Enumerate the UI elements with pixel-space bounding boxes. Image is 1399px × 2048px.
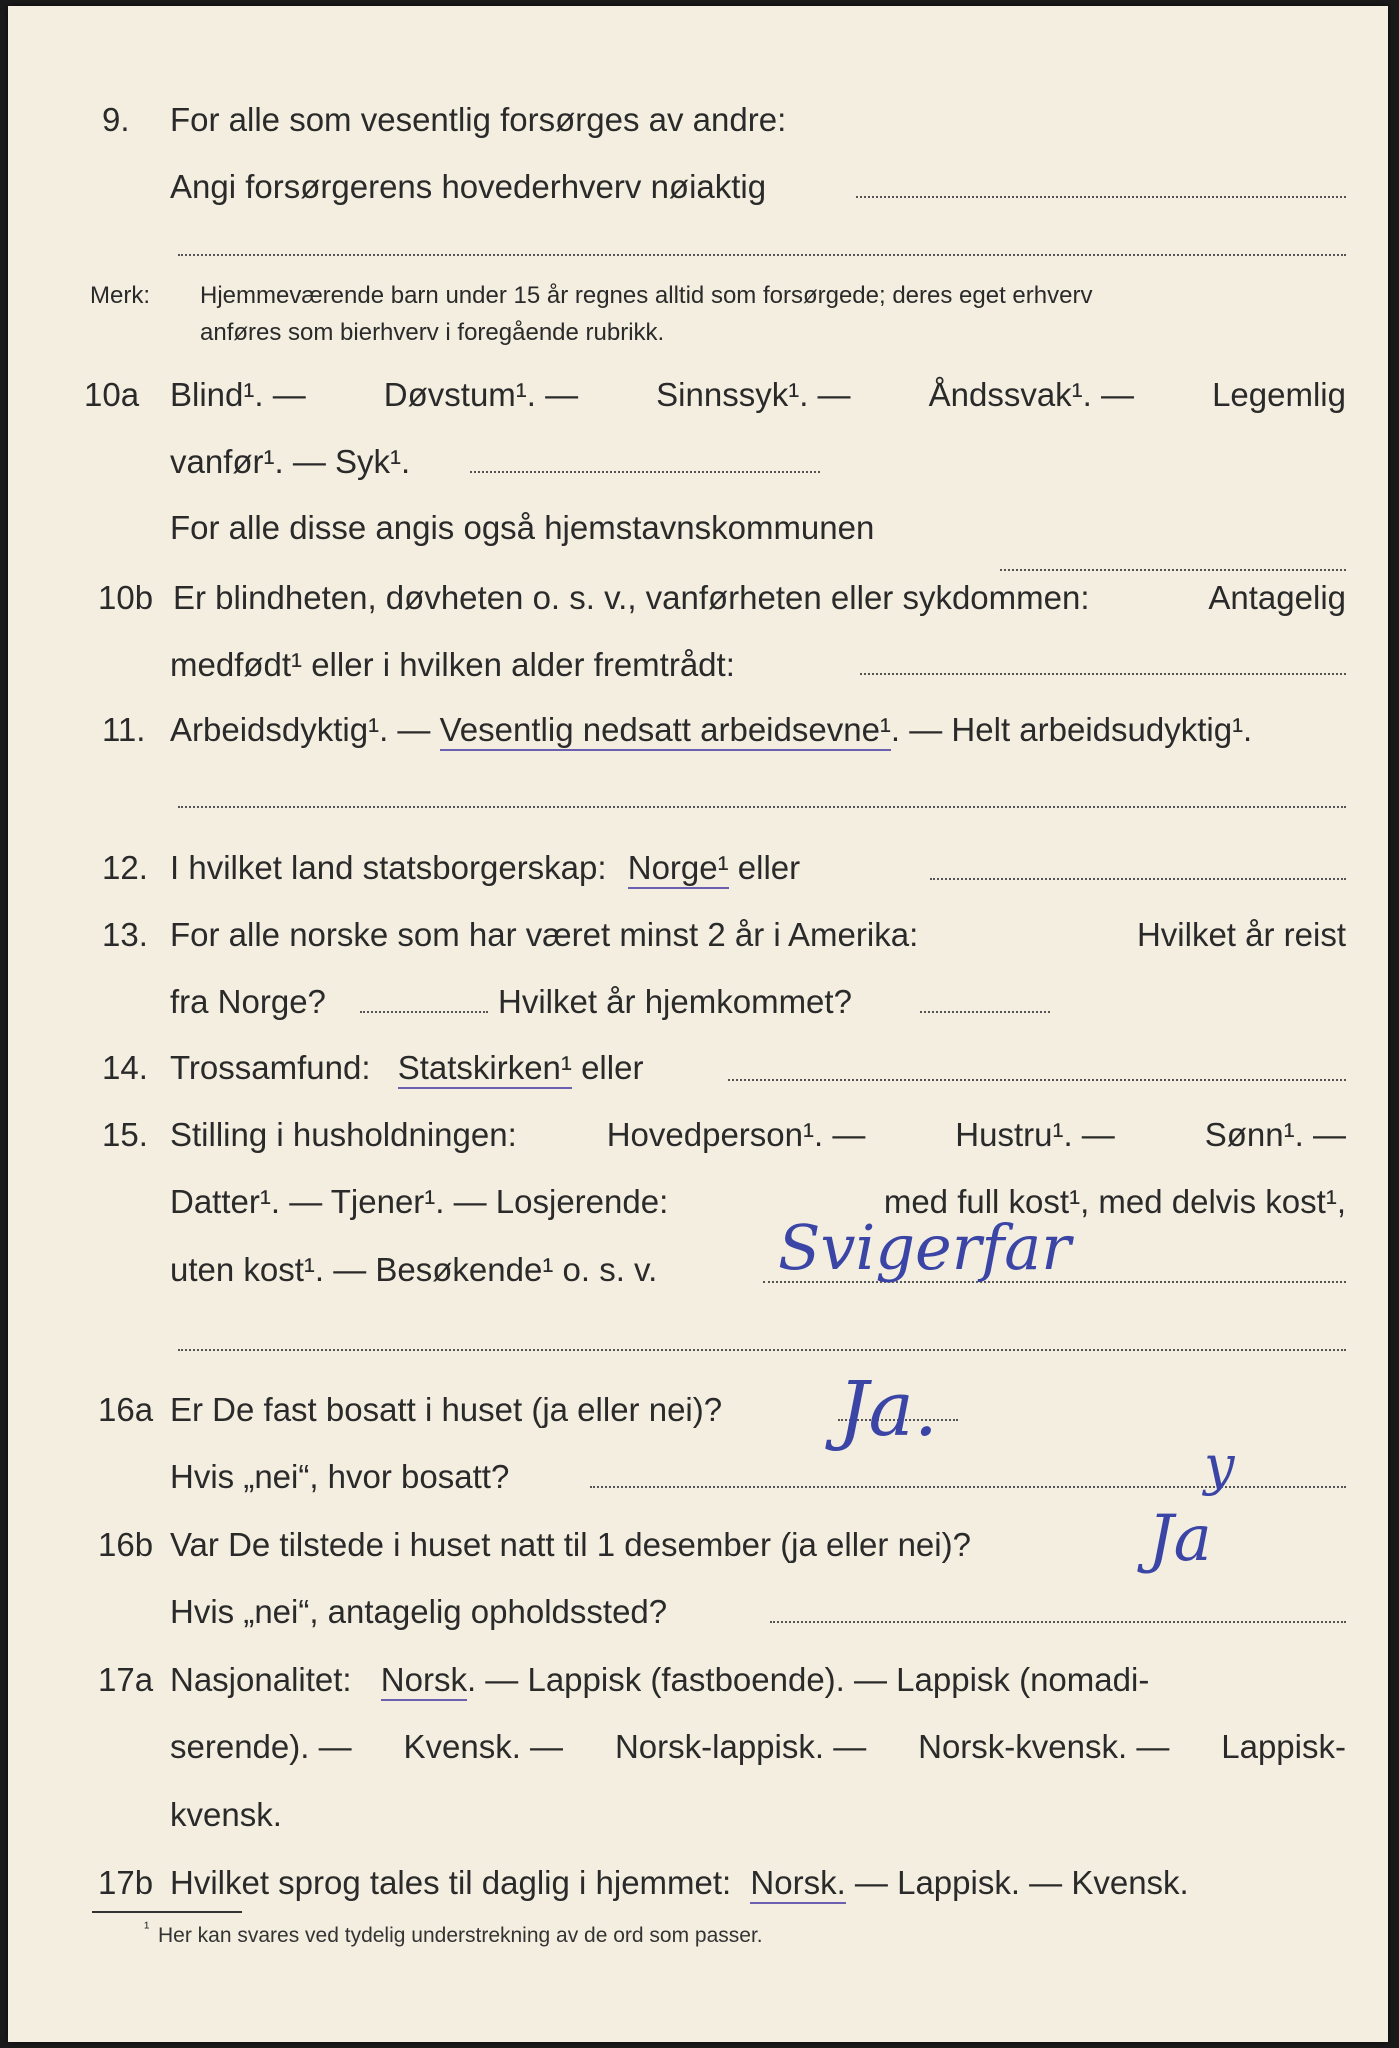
q10a-opt3: Sinnssyk¹. — xyxy=(656,376,851,413)
merk-text1: Hjemmeværende barn under 15 år regnes alltid som forsørgede; deres eget erhverv xyxy=(200,282,1093,309)
q10a-text3: For alle disse angis også hjemstavnskommunen xyxy=(170,509,875,546)
q12-pre: I hvilket land statsborgerskap: xyxy=(170,849,607,886)
footnote-mark: ¹ xyxy=(144,1920,150,1937)
merk-label: Merk: xyxy=(90,282,150,309)
q15-number: 15. xyxy=(102,1116,148,1153)
q9-answer-line[interactable] xyxy=(856,196,1346,198)
q16b-answer-line[interactable] xyxy=(770,1621,1346,1623)
q15-opt2: Hustru¹. — xyxy=(955,1116,1115,1153)
q11-part1: Arbeidsdyktig¹. — xyxy=(170,711,431,748)
q16a-number: 16a xyxy=(98,1391,154,1428)
q9-number: 9. xyxy=(102,101,130,138)
census-form-page xyxy=(8,6,1388,2042)
q10b-text2: medfødt¹ eller i hvilken alder fremtrådt: xyxy=(170,646,735,683)
q16b-number: 16b xyxy=(98,1526,154,1563)
footnote xyxy=(144,1920,763,1948)
q15-text3: uten kost¹. — Besøkende¹ o. s. v. xyxy=(170,1251,658,1288)
q11-text xyxy=(170,711,1252,749)
q10b-text1b: Antagelig xyxy=(1208,579,1346,616)
merk-text2: anføres som bierhverv i foregående rubrikk. xyxy=(200,319,665,346)
q14-number: 14. xyxy=(102,1049,148,1086)
q16a-handwritten-mark: y xyxy=(1204,1434,1235,1497)
q12-answer-line[interactable] xyxy=(930,878,1346,880)
q10a-opt4: Åndssvak¹. — xyxy=(928,376,1135,413)
q10a-answer-line2[interactable] xyxy=(1000,569,1346,571)
q17b-post: — Lappisk. — Kvensk. xyxy=(854,1864,1189,1901)
q13-number: 13. xyxy=(102,916,148,953)
q9-text1: For alle som vesentlig forsørges av andre: xyxy=(170,101,787,138)
footnote-text: Her kan svares ved tydelig understrekning av de ord som passer. xyxy=(158,1924,763,1947)
q11-answer-line[interactable] xyxy=(178,806,1346,808)
q17a-opt5: Lappisk- xyxy=(1221,1728,1346,1765)
q14-selected: Statskirken¹ xyxy=(398,1049,572,1089)
q15-answer-line2[interactable] xyxy=(178,1349,1346,1351)
q17a-number: 17a xyxy=(98,1661,154,1698)
q14-pre: Trossamfund: xyxy=(170,1049,371,1086)
q10a-opt5: Legemlig xyxy=(1212,376,1346,413)
q16a-text2: Hvis „nei“, hvor bosatt? xyxy=(170,1458,510,1495)
q13-text2b: Hvilket år hjemkommet? xyxy=(498,983,852,1020)
q15-text1: Stilling i husholdningen: xyxy=(170,1116,517,1153)
q11-part2: . — Helt arbeidsudyktig¹. xyxy=(890,711,1253,748)
q10a-opt1: Blind¹. — xyxy=(170,376,306,413)
q9-text2: Angi forsørgerens hovederhverv nøiaktig xyxy=(170,168,767,205)
q16a-handwritten-answer: Ja. xyxy=(838,1364,938,1453)
q12-text xyxy=(170,849,800,887)
q10a-text2: vanfør¹. — Syk¹. xyxy=(170,443,411,480)
q15-opt1: Hovedperson¹. — xyxy=(606,1116,866,1153)
q10b-number: 10b xyxy=(98,579,154,616)
q17b-number: 17b xyxy=(98,1864,154,1901)
q13-answer-line-hjem[interactable] xyxy=(920,1011,1050,1013)
q16a-text1: Er De fast bosatt i huset (ja eller nei)? xyxy=(170,1391,723,1428)
q17a-opt1: serende). — xyxy=(170,1728,352,1765)
q17a-text3: kvensk. xyxy=(170,1796,282,1833)
q17a-pre: Nasjonalitet: xyxy=(170,1661,352,1698)
q17b-selected: Norsk. xyxy=(750,1864,845,1904)
q17a-text1 xyxy=(170,1661,1149,1699)
q15-text2a: Datter¹. — Tjener¹. — Losjerende: xyxy=(170,1183,669,1220)
q14-answer-line[interactable] xyxy=(728,1079,1346,1081)
q16b-text2: Hvis „nei“, antagelig opholdssted? xyxy=(170,1593,668,1630)
q10a-opt2: Døvstum¹. — xyxy=(383,376,579,413)
q10b-answer-line[interactable] xyxy=(860,673,1346,675)
q17b-text xyxy=(170,1864,1189,1902)
q13-text2a: fra Norge? xyxy=(170,983,326,1020)
q12-selected: Norge¹ xyxy=(628,849,729,889)
q10a-number: 10a xyxy=(84,376,140,413)
q17b-pre: Hvilket sprog tales til daglig i hjemmet: xyxy=(170,1864,732,1901)
q13-answer-line-reist[interactable] xyxy=(360,1011,488,1013)
q15-opt3: Sønn¹. — xyxy=(1204,1116,1346,1153)
q9-answer-line2[interactable] xyxy=(178,254,1346,256)
q13-text1b: Hvilket år reist xyxy=(1136,916,1346,953)
q10a-answer-line[interactable] xyxy=(470,471,820,473)
q15-handwritten-answer: Svigerfar xyxy=(778,1211,1071,1284)
q11-number: 11. xyxy=(102,711,146,748)
q17a-selected: Norsk xyxy=(381,1661,467,1701)
q10b-text1: Er blindheten, døvheten o. s. v., vanførheten eller sykdommen: xyxy=(173,579,1090,616)
q17a-opt3: Norsk-lappisk. — xyxy=(614,1728,867,1765)
q12-number: 12. xyxy=(102,849,148,886)
q17a-opt4: Norsk-kvensk. — xyxy=(918,1728,1170,1765)
q14-text xyxy=(170,1049,643,1087)
q12-post: eller xyxy=(737,849,801,886)
q15-text2b: med full kost¹, med delvis kost¹, xyxy=(883,1183,1346,1220)
q13-text1: For alle norske som har været minst 2 år i Amerika: xyxy=(170,916,919,953)
q11-selected: Vesentlig nedsatt arbeidsevne¹ xyxy=(440,711,891,751)
q14-post: eller xyxy=(581,1049,644,1086)
q17a-post: . — Lappisk (fastboende). — Lappisk (nomadi- xyxy=(466,1661,1150,1698)
q17a-opt2: Kvensk. — xyxy=(403,1728,564,1765)
q16b-text1: Var De tilstede i huset natt til 1 desember (ja eller nei)? xyxy=(170,1526,971,1563)
q16b-handwritten-answer: Ja xyxy=(1148,1502,1212,1576)
footnote-divider xyxy=(92,1911,242,1913)
